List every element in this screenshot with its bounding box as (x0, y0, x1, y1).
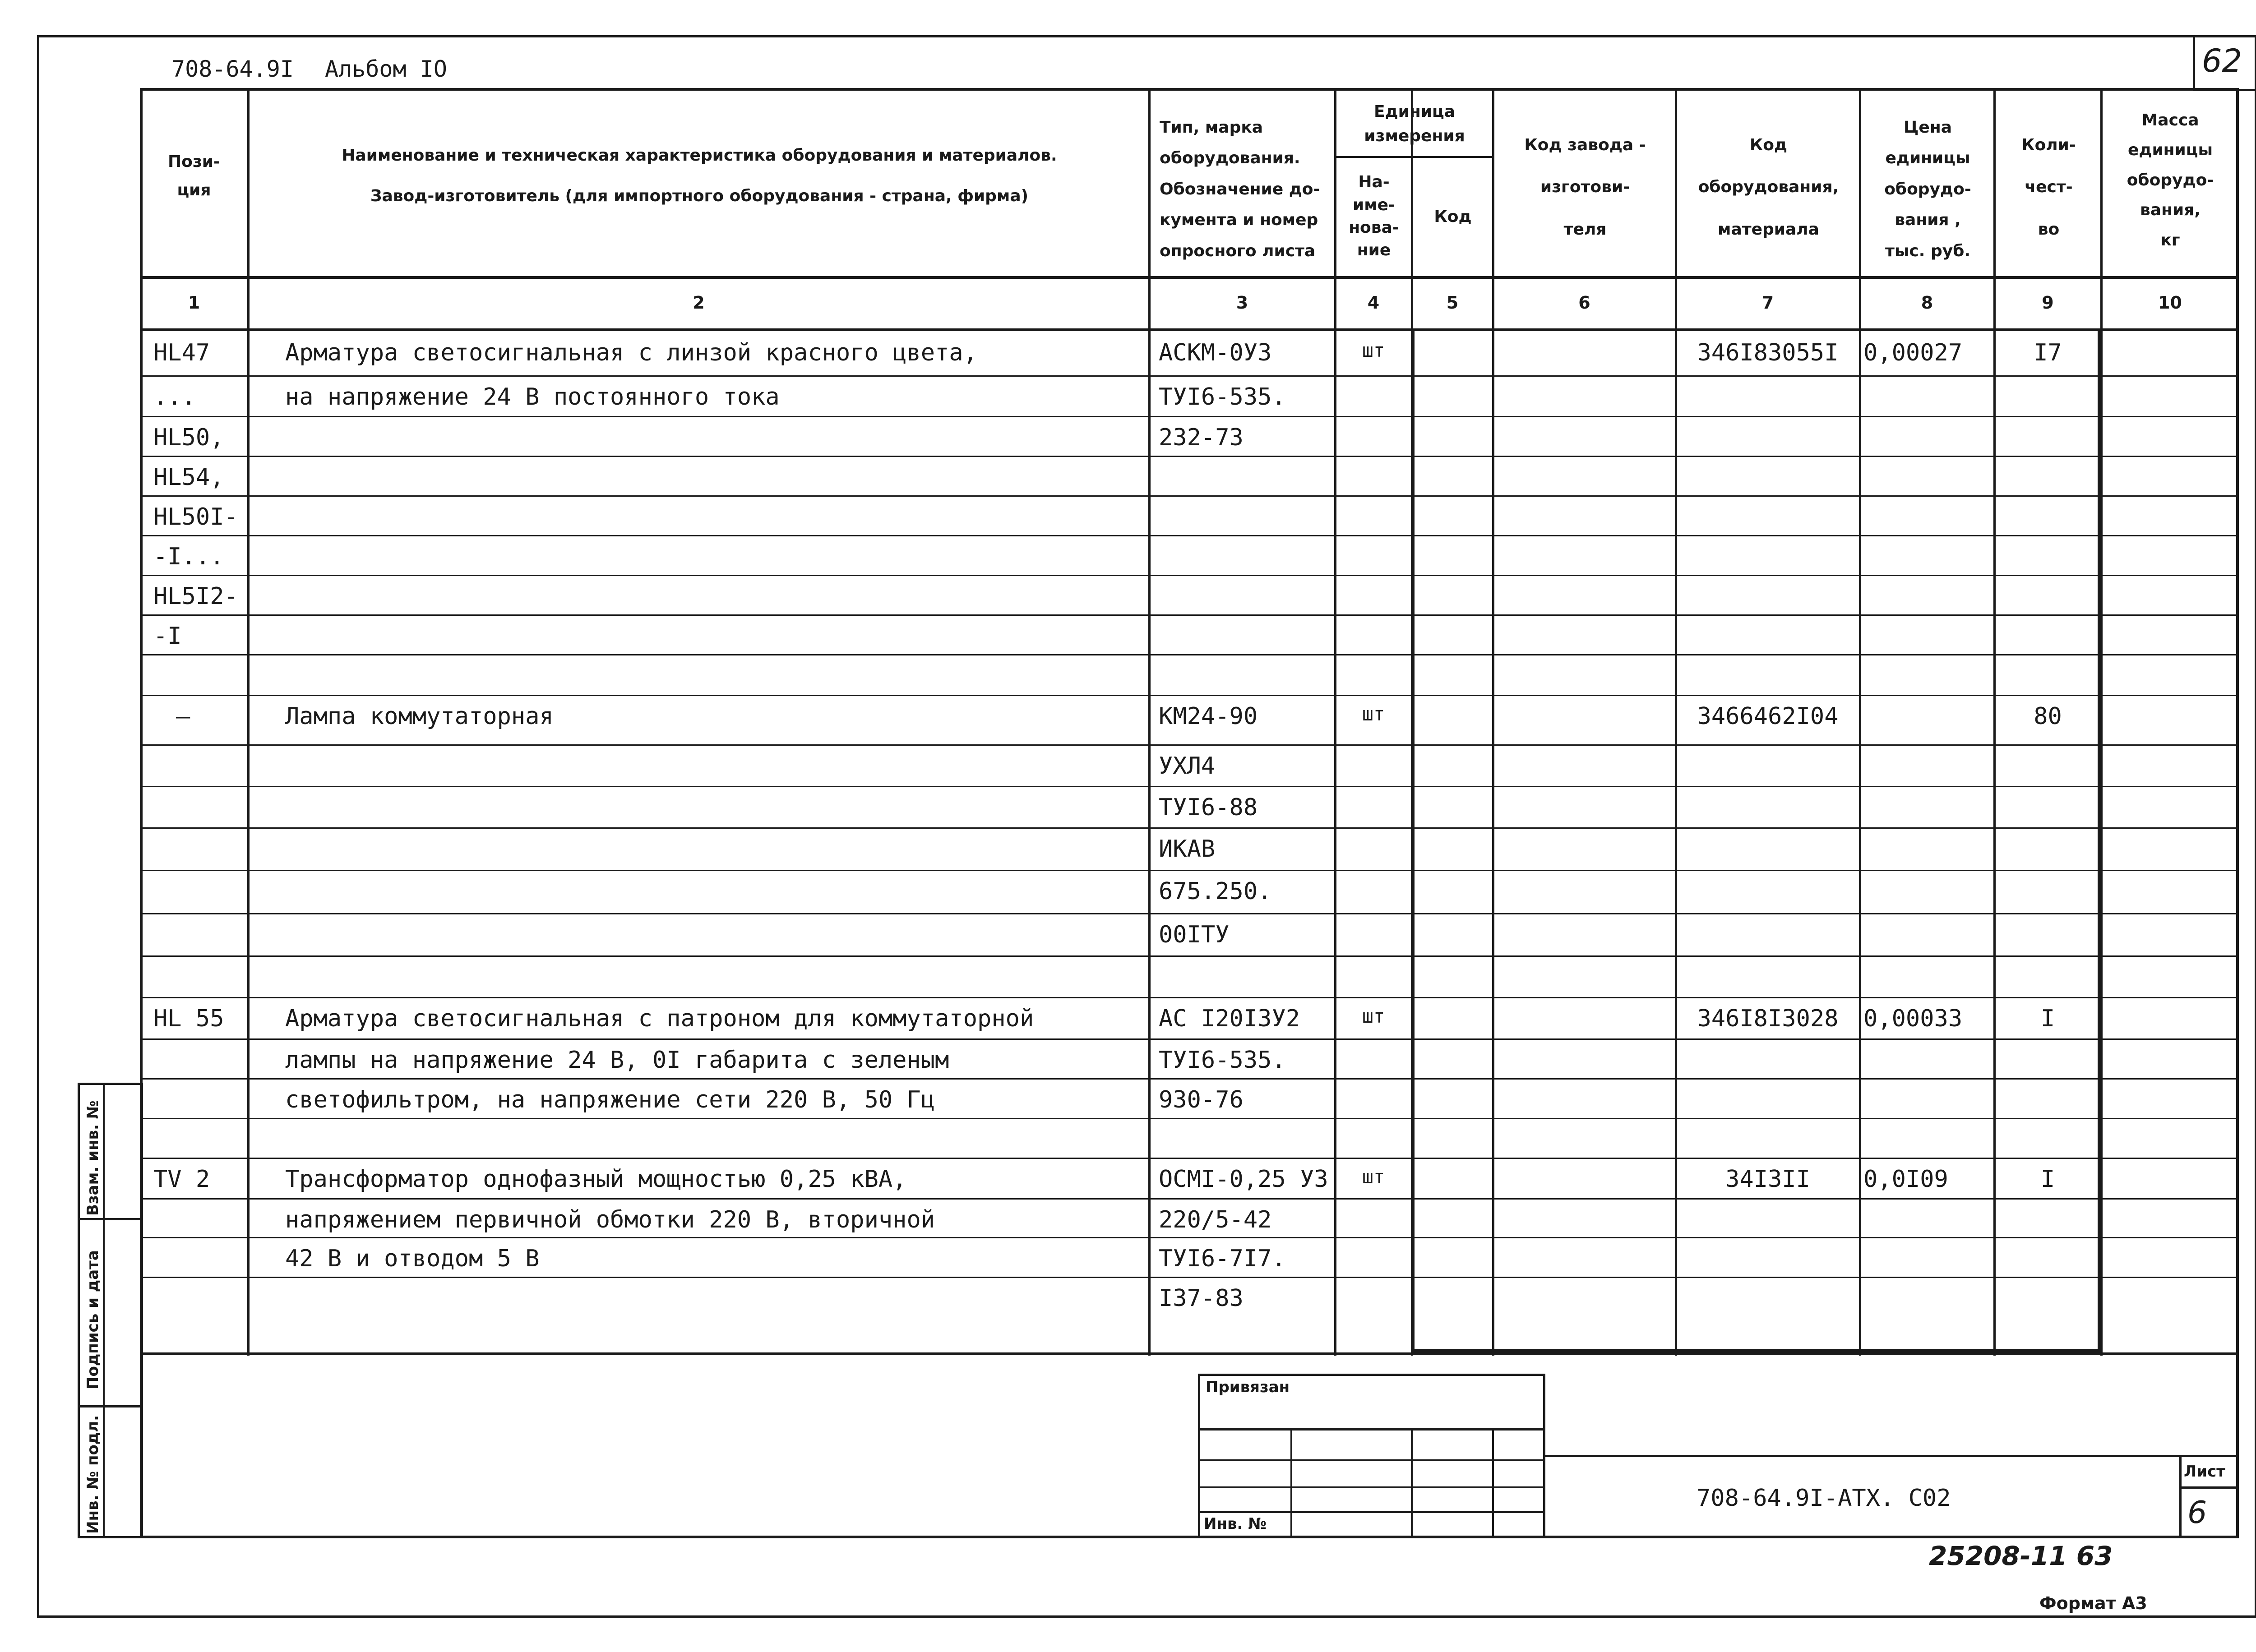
header-bottom-line (140, 276, 2239, 279)
side-label-vzam: Взам. инв. № (84, 1100, 102, 1216)
cell-qty: I (2040, 1166, 2055, 1193)
cell-code: 346I8I3028 (1697, 1005, 1839, 1032)
col-header-factory-code: Код завода - изготови- теля (1524, 135, 1646, 239)
cell-pos: -I... (153, 543, 224, 570)
col-number-10: 10 (2158, 293, 2182, 313)
unit-sub-line (1334, 156, 1493, 158)
list-box-line (2179, 1486, 2239, 1489)
row-separator (140, 495, 2239, 497)
cell-name: Лампа коммутаторная (285, 703, 554, 730)
row-separator (140, 870, 2239, 871)
privyazan-vline-2 (1411, 1428, 1413, 1538)
cell-type: 675.250. (1159, 878, 1272, 905)
col-header-price: Цена единицы оборудо- вания , тыс. руб. (1884, 118, 1971, 260)
cell-type: 220/5-42 (1159, 1206, 1272, 1233)
privyazan-vline-1 (1290, 1428, 1292, 1538)
col-header-unit-code: Код (1434, 207, 1472, 226)
cell-type: УХЛ4 (1159, 752, 1216, 780)
cell-price: 0,00027 (1863, 339, 1963, 366)
cell-type: 00IТУ (1159, 921, 1230, 948)
col-number-6: 6 (1578, 293, 1590, 313)
col-header-mass: Масса единицы оборудо- вания, кг (2127, 111, 2214, 249)
cell-type: 930-76 (1159, 1086, 1244, 1113)
row-separator (140, 456, 2239, 457)
cell-type: ТУI6-88 (1159, 794, 1258, 821)
cell-qty: I7 (2034, 339, 2062, 366)
cell-unit: шт (1362, 339, 1385, 361)
inv-no-label: Инв. № (1204, 1515, 1267, 1533)
col-number-3: 3 (1236, 293, 1248, 313)
row-separator (140, 654, 2239, 655)
cell-type: ТУI6-535. (1159, 383, 1286, 411)
album-label: Альбом IO (325, 56, 447, 82)
cell-unit: шт (1362, 1005, 1385, 1027)
cell-pos: ... (153, 383, 196, 411)
cell-unit: шт (1362, 703, 1385, 725)
cell-name: лампы на напряжение 24 В, 0I габарита с зеленым (285, 1047, 949, 1074)
row-separator (140, 614, 2239, 616)
col-number-8: 8 (1921, 293, 1933, 313)
side-label-inv: Инв. № подл. (84, 1415, 102, 1534)
cell-qty: I (2040, 1005, 2055, 1032)
cell-type: ТУI6-535. (1159, 1047, 1286, 1074)
row-separator (140, 535, 2239, 536)
col-header-type: Тип, марка оборудования. Обозначение до- кумента и номер опросного листа (1160, 118, 1320, 260)
cell-price: 0,0I09 (1863, 1166, 1948, 1193)
row-separator (140, 1198, 2239, 1200)
side-strip-line-2 (78, 1405, 143, 1407)
cell-type: АСКМ-0У3 (1159, 339, 1272, 366)
sheet-number-handwritten: 62 (2202, 42, 2242, 79)
col-number-9: 9 (2042, 293, 2054, 313)
bottom-number: 25208-11 63 (1929, 1541, 2113, 1571)
cell-name: Арматура светосигнальная с патроном для коммутаторной (285, 1005, 1034, 1032)
cell-type: ОСМI-0,25 У3 (1159, 1166, 1328, 1193)
cell-name: 42 В и отводом 5 В (285, 1245, 540, 1272)
cell-code: 3466462I04 (1697, 703, 1839, 730)
row-separator (140, 1277, 2239, 1278)
row-separator (140, 913, 2239, 914)
cell-code: 34I3II (1725, 1166, 1810, 1193)
privyazan-vline-3 (1492, 1428, 1494, 1538)
row-separator (140, 1237, 2239, 1238)
cell-pos: HL 55 (153, 1005, 224, 1032)
cell-pos: HL5I2- (153, 583, 238, 610)
col-header-unit: Единица измерения (1364, 102, 1465, 145)
col-header-quantity: Коли- чест- во (2021, 135, 2076, 239)
cell-pos: HL54, (153, 464, 224, 491)
cell-type: АС I20I3У2 (1159, 1005, 1300, 1032)
side-label-podpis: Подпись и дата (84, 1250, 102, 1389)
row-separator (140, 575, 2239, 576)
row-separator (140, 1118, 2239, 1119)
cell-pos: TV 2 (153, 1166, 210, 1193)
col-header-name: Наименование и техническая характеристика оборудования и материалов. Завод-изготовитель (для импортного оборудования - страна, фирма) (342, 146, 1057, 205)
row-separator (140, 997, 2239, 998)
designation: 708-64.9I-АТХ. С02 (1697, 1485, 1951, 1512)
col-header-equipment-code: Код оборудования, материала (1698, 135, 1839, 239)
row-separator (140, 375, 2239, 377)
cell-pos: -I (153, 623, 182, 650)
side-strip-line-1 (78, 1218, 143, 1220)
cell-code: 346I83055I (1697, 339, 1839, 366)
list-value: 6 (2187, 1495, 2207, 1531)
cell-pos: – (176, 703, 190, 730)
col-header-unit-name: На- име- нова- ние (1349, 173, 1399, 260)
row-separator (140, 1038, 2239, 1040)
cell-name: Арматура светосигнальная с линзой красного цвета, (285, 339, 978, 366)
cell-type: I37-83 (1159, 1285, 1244, 1312)
list-label: Лист (2184, 1463, 2225, 1481)
cell-qty: 80 (2034, 703, 2062, 730)
format-label: Формат А3 (2039, 1593, 2147, 1613)
row-separator (140, 827, 2239, 829)
col-number-7: 7 (1761, 293, 1774, 313)
cell-name: на напряжение 24 В постоянного тока (285, 383, 780, 411)
row-separator (140, 744, 2239, 746)
cell-unit: шт (1362, 1166, 1385, 1188)
cell-type: КМ24-90 (1159, 703, 1258, 730)
row-separator (140, 1158, 2239, 1159)
cell-type: 232-73 (1159, 424, 1244, 451)
cell-pos: HL50, (153, 424, 224, 451)
col-header-position: Пози- ция (168, 152, 220, 199)
cell-type: ТУI6-7I7. (1159, 1245, 1286, 1272)
col-number-5: 5 (1446, 293, 1459, 313)
row-separator (140, 416, 2239, 417)
numbers-bottom-line (140, 328, 2239, 331)
col-number-2: 2 (693, 293, 705, 313)
cell-pos: HL47 (153, 339, 210, 366)
cell-pos: HL50I- (153, 503, 238, 531)
designation-top-line (1545, 1455, 2239, 1457)
cell-name: светофильтром, на напряжение сети 220 В, 50 Гц (285, 1086, 935, 1113)
cell-price: 0,00033 (1863, 1005, 1963, 1032)
col-number-4: 4 (1367, 293, 1380, 313)
side-strip-divider (103, 1083, 105, 1538)
privyazan-label: Привязан (1206, 1378, 1290, 1396)
row-separator (140, 955, 2239, 957)
cell-name: напряжением первичной обмотки 220 В, вторичной (285, 1206, 935, 1233)
row-separator (140, 695, 2239, 696)
col-number-1: 1 (188, 293, 200, 313)
row-separator (140, 786, 2239, 787)
cell-type: ИКАВ (1159, 835, 1216, 863)
cell-name: Трансформатор однофазный мощностью 0,25 кВА, (285, 1166, 907, 1193)
row-separator (140, 1078, 2239, 1080)
doc-code: 708-64.9I (171, 56, 294, 82)
